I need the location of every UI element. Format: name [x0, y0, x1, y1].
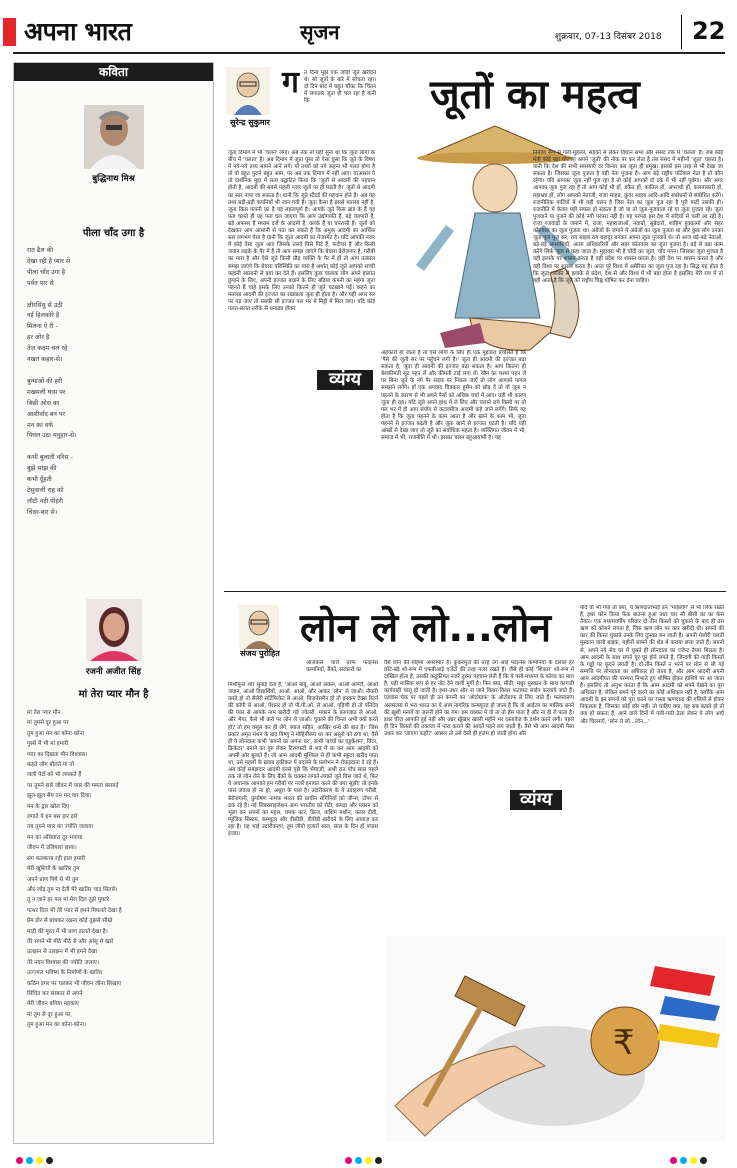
poem2-line: प्रेम डोर से बांधकर रखना कोई तुझसे सीखे: [27, 918, 113, 925]
article1-column1: जूता दिमाग में भी 'चलने' लगा। अब तक तो यही सुना था कि जूता लोगों के बीच में 'चलता' है। अब दिमाग में जूता घुसा तो ऐसा घुसा कि जूते के विषय में नये-नये तथ्य सामने आने लगे। यों तथ्यों को नये कहना भी गलत होगा है तो वो बहुत पुराने बहुत आम, पर अब तक दिमाग में नहीं आए। दरअसल ये तो दार्शनिक मुद्दा में सत्य उद्घाटित किया कि 'जूतों से आदमी की पहचान होती है, आदमी की सबसे पहली नजर जूतों पर ही पड़ती है।' जूतों से आदमी का स्तर नापा जा सकता है। यानी कि जूते स्टैंडर्ड की पहचान होते हैं। अब यह तथ्य बड़ी-बड़ी कंपनियाँ भी जान गयी हैं। जूता कैसा है इससे मतलब नहीं है, जूता किस कंपनी का है यह महत्वपूर्ण है। आपके जूते किस ब्रांड के हैं यह पता चलते ही यह पता चल जाएगा कि आप उद्योगपति हैं, बड़े व्यापारी हैं, बड़े अफसर हैं मध्यम दर्जे के आदमी हैं, क्लर्क हैं या चपरासी हैं। जूतों को देखकर आप आसानी से पता कर सकते हैं कि अमुक आदमी का आर्थिक स्तर लगभग ऐसा है यानी कि जूता आदमी का मेजरमेंट है। यदि आपकी नजर में कोई ऐसा जूता आए जिसके तलवे घिसे पिटे हैं, फटीचर हैं और किसी जवान लड़के के पैर में हैं तो आप समझ जाएंगे कि बेचारा बेरोज़गार है, गरीबी का मारा है और ऐसे जूते किसी प्रौढ़ व्यक्ति के पैर में हों तो आप तत्काल समझ जाएंगे कि बेचारा परिस्थिति का मारा है अर्थात् कोई जूते आपको सच्ची कहानी आसानी से बयां कर देते हैं। इसलिए कुछ चालाक लोग अपने हालात छुपाने के लिए, अपनी इज्जत बचाने के लिए बढ़िया कंपनी का महंगा जूता पहनते हैं चाहे इसके लिए उनको कितने ही जूते चटखाने पड़ें। कहने का मतलब आदमी की इज्जत का रखवाला जूता ही होता है। और यही अगर सर पर पड़ जाए तो सबकी सी इज्जत पल भर में मिट्टी में मिल जाए। यदि कोई गलत-सलत तरीके से धनाढ्य होकर: [228, 150, 375, 313]
article-divider: [224, 591, 726, 592]
poem1-line: नई हिलकोरे है: [27, 312, 60, 320]
poem1-line: तेज़ कदम चल रहे: [27, 345, 68, 353]
color-registration-right: [670, 1149, 710, 1168]
poet2-name: रजनी अजीत सिंह: [86, 667, 141, 677]
poem2-line: संग कलकत्ता रही हाल हमारी: [27, 855, 86, 862]
sidebar-heading: कविता: [14, 63, 213, 81]
poet2-photo: [86, 599, 142, 661]
poem2-line: मेरी खुशियों के खातिर तुम: [27, 866, 80, 873]
author2-name: संजय पुरोहित: [240, 649, 280, 658]
author2-caricature: [239, 605, 279, 649]
poem2-line: मां तुमसे दूर हुआ पर: [27, 720, 69, 727]
article2-column3: यदि वो भी गया तो क्या, ये ऋणदाताभाई उन 'भाईलोग' से भी लिंक रखते हैं, इधर फ़ोन किया फेंक बाउन्स हुआ उधर चार सौ बीसी का का केस तैयार। एक मध्यमवर्गीय परिवार दो तीन किस्तों को चुकाने के बाद ही उस ऋण को कोसने लगता है, जिस ऋण लोन पर कार खरीदी थी। सपनों की कार की किस्त चुकाते उनके लिए दुःस्वप्न बन जाती है। अपनी मेलोरी चलती मुस्कान वाली बाइक, महीनों सामने की शेड में कराया छत्ता जाते हैं। सपनों से, अपने नये सेव घर में घुसते ही लोनदाता का एजेन्ट तैयार मिलता है। आम आदमी के साथ सपने चूर-चूर होने लगते हैं, जिन्दगी की गाड़ी किस्तों के गड्ढों पर कूदने लगती है। दो-तीन किस्तें न भरने पर लोन से ली गई सम्पत्ति पर लोनदाता का अधिकार हो जाता है, और आम आदमी अपनी आम आदमीयत की परम्परा निभाते हुए शोषित होकर हाशिये पर आ जाता है। इसलिए तो अनुभ करता हैं कि आम आदमी को सपने देखने का पूरा अधिकार है, लेकिन सपने पूरे करने का कोई अधिकार नहीं है, क्योंकि आम आदमी के इन सपनों को पूरा करने का रास्ता ऋणदाता की गलियों से होकर निकलता है, जिसका कोई छोर नहीं। तो चाहिए क्या, यह सब बताते हो तो क्या हो सकता है, आने वाले दिनों में गली-गली ठेला लेकर ये लोग आएँ और चिल्लाएँ, 'लोन ले लो...लोन...': [580, 605, 724, 725]
poem1-line: लौटी नदी पीहरी: [27, 497, 63, 505]
section-title: सृजन: [300, 20, 340, 44]
poem2-line: उलझन से उलझन में भी हमने देखा: [27, 949, 97, 956]
article1-column2: अहंकारी हो जाता है तो ऐसे लोगों के लिए ही एक मुहावरा प्रचलित है कि 'पैसे की जूती सर पर पहुँचने लगी है।' जूता ही आदमी की इज्जत बढ़ा सकता है, जूता ही आदमी की इज्जत बढ़ा सकता है। आप कितना ही बेशकीमती सूट पहन लें और कीमती टाई लगा लें। रेबैन का चश्मा पहन लें पर बिना जूते के नंगे पैर सड़क पर निकल जाएँ तो लोग आपको पागल समझने लगेंगे। हाँ एक अपवाद चित्रकार हुसैन को छोड़ दें तो यों जूता न पहनने के कारण से भी अपने पैसों को अधिक चर्चा में आए। वही भी कारण जूता ही रहा। यदि जूते अपने हाथ में ले लिए और चलाने लगे किसी पर तो पल भर में ही आप संयोग से कटलमीज आदमी कहे जाने लगेंगे। सिर्फ यह होता है कि जूता पहनने के काम आता है और खाने के काम भी, जूता पहनने से इज्जत बढ़ती है और जूता खाने से इज्जत घटती है। यदि यही आंखों से देखा जाए तो जूते का सर्वाधिक महत्व है। व्यक्तिगत जीवन में भी, समाज में भी, राजनीति में भी। इसका चलन बहुआयामी है। यह: [381, 350, 526, 442]
dateline: शुक्रवार, 07-13 दिसंबर 2018: [555, 32, 662, 42]
poetry-sidebar: [13, 62, 214, 1144]
article1-column3: निर्माण रूप से गली-मुहल्ले, सड़कों से लेकर विधान सभा और संसद तक में 'चलता' है। जब कोई मंत्री कोई बड़ा घोटाला अपने 'जूतों' की नोक पर कर लेता है तब संसद में महीनों 'जूता' चलता है। यानी कि देश की सभी समस्याएँ दर किनार बस जूता ही प्रमुख। इसको इस तरह से भी देखा जा सकता है। जिसका जूता पुजता है वही नेता पुजता है। आप बड़े राष्ट्रीय पर्टियाल नेता है तो कौन रहेगा। यदि आपका जूता नहीं पुज रहा है तो कोई आपको दो टके में भी नहीं पूछेगा। और अगर आपका जूता पुज रहा है तो आप कोई भी हों, डकैत हों, कातिल हों, अपराधी हों, कलताकारी हों, महाभ्रष्ट हों, लोग आपको नेताजी, राजा साहब, कुंवर साहब आदि-आदि संबोधनों से संबोधित करेंगे। राजनीतिक पार्टियों में भी यही चलन है जिस नेता का जूता पुज रहा है पूरी पार्टी उसकी ही। राजनीति में केवल यही सफल हो सकता है जो या तो जूता-पुजवाता रहे या जूता पुजता रहे। जूता पुजवाने या पुजने की कोई नयी परंपरा नहीं है। यह परंपरा इस देश में सदियों से चली आ रही है। राजा रजवाड़ों के जमाने में, राजा, महाराजाओं, नवाबों, सूबेदारों, शाहिम हुक्कामों और सहर कोतवाल का जूता पुजता था। अंग्रेजों के जमाने में अंग्रेजों का जूता पुजता था और कुछ लोग उनका जूता पूज पूज कर, राय साहब राय बहादुर बनकर अपना जूता पुजवाते थे। तो आज बड़े-बड़े नेताओं, बड़े-बड़े अपराधियों, आला अधिकारियों और सहर कोतवाल का जूता पुजता है। बड़े से बड़ा काम करेंगे सिर्फ़ जूता से कहा जाता है। मुहावरा भी है चाँदी का जूता, चाँद गगन। जिसका जूता पुजता है वही इलाके पर शासन करता है वही प्रदेश पर शासन करता है। वही देश पर शासन करता है और वही विश्व पर शासन करता है। आज पूरे विश्व में अमेरिका का जूता पुज रहा है। सिद्ध यह होता है कि जूता व्यक्ति से इलाके से प्रदेश, देश से और विश्व में भी बड़ा होता है इसलिए मेरी राय में तो यही आता है कि जूते को राष्ट्रीय चिह्न घोषित कर देना चाहिए।: [533, 150, 723, 284]
poem1-line: नखत कहार-से।: [27, 356, 63, 364]
poem1-line: मखमली घास पर: [27, 388, 66, 396]
article2-column2: वैसे लोन की महिमा अपरम्पार है। कुकरमुत्ते की तरह उग आई फाइनेंस कम्पनियों के दलाल हर छोटे-बड़े शो-रूम में एफबीआई एजेंटों की तरह नजर रखते हैं। जैसे ही कोई 'शिकार' शो-रूम में दाखिल होता है, उसकी कद्रुकीमत नजरें तुरन्त पहचान लेती हैं कि ये पसो-मध्यमा के कोल्ड का मारा है, यही मासिक रूप से हर नोट देने वाली मुर्गी है। फिर क्या, मीठी, मधुर मुस्कान के साथ कागजी कार्यवाही चालू हो जाती है। इधर-उधर और ना जाने किधर-किधर फटाफट साईन करवाये जाते हैं। एडवांस चेक पर पहले ही उन कंपनी का 'ओटोग्राफ' के ऑटोग्राफ ले लिए जाते हैं। फलस्वरूप असमंजस से भरा भारत का ये आम नागरिक कन्फ्यूज्ड हो जाता है कि वो आईटम का मालिक बनने की खुशी मनाये या ज़रूरी होने का गम। इस चक्कर में वो ना तो हँस पाता है और ना ही रो पाता है। इधर चीज़ आपकी हुई नहीं और उधर ख़ूँखार खाली महीने भर दस्तावेज़ के दर्शन करने लगी। पहले ही दिन किस्तों की तकाजा में पारा कराने की आदतें पड़ने लग जाती हैं। वैसे भी आम आदमी पैसा उधार कर 'जाएगा कहाँ?' अक्सर तो उसे देसी ही हजम हो जाती होगा और: [384, 660, 574, 737]
rupee-icon: ₹: [613, 1023, 635, 1063]
poem2-line: माटी की मूरत में भी प्राण डालते देखा है।: [27, 928, 108, 935]
poem1-line: रात ढैल की: [27, 247, 54, 254]
poem2-title: मां तेरा प्यार मौन है: [78, 689, 149, 700]
article2-intro: आजकल चारों तरफ फाइनेंस कम्पनियों, बैंकों, सरकारों का: [306, 660, 378, 674]
poem1-line: मन का वर्फ: [27, 421, 54, 429]
poem2-text: [27, 708, 207, 1031]
poem2-line: पत्थर दिल भी तेरे प्यार से हमने पिघलते देखा है: [27, 907, 122, 914]
poem2-line: कठिन डगर पर चलकर भी जीवन जीना सिखाए: [27, 980, 122, 987]
poem2-line: उज्ज्वल भविष्य के निर्माणों के खातिर: [27, 970, 103, 977]
masthead-red-bar: [3, 18, 16, 46]
poem1-line: टेसुवाली राह को: [27, 486, 64, 494]
poem2-line: सिंचित कर संस्कार से अपने: [27, 990, 83, 997]
poem2-line: पर तुमने सारे जीवन में प्यार की ममता बरसाई: [27, 782, 119, 789]
color-registration-left: [16, 1149, 56, 1168]
poem2-line: तुम हुआ मन का कोना-कोना: [27, 730, 85, 737]
poem1-line: आशीर्वाद बन पर: [27, 410, 66, 418]
poet1-name: बुद्धिनाथ मिश्र: [92, 174, 135, 184]
article2-illustration: [385, 936, 725, 1142]
page-number-divider: [681, 15, 682, 49]
poem2-line: लगाते ये हम बस हार हारे: [27, 814, 78, 821]
author1-name: सुरेन्द्र सुकुमार: [230, 118, 270, 127]
poem1-line: बुन्याओं की हरी: [27, 377, 63, 385]
poem2-line: तेरे नयन विश्वास की ज्योति जलाए।: [27, 959, 99, 966]
color-registration-center: [345, 1149, 385, 1168]
poem2-line: तू न जाने हर पल मां मेरा दिल तुझे पुकारे: [27, 897, 109, 904]
poem2-line: मेरी जीवन बगिया महकाए: [27, 1001, 79, 1008]
poem1-line: बुझे सांझ की: [27, 465, 57, 473]
poem2-line: तुम हुआ मन का कोना-कोना।: [27, 1022, 87, 1029]
poem2-line: तब तुमने प्यार का ज्योति जलाया: [27, 824, 93, 831]
page-number: 22: [692, 17, 726, 45]
poem1-line: कभी दूँहती: [27, 476, 52, 484]
poem1-line: [27, 290, 207, 301]
article2-headline: लोन ले लो...लोन: [300, 606, 551, 651]
poem2-line: अपने प्राण पिये थे भी तुम: [27, 876, 79, 883]
poem1-line: हर ओर है: [27, 334, 50, 342]
poem1-line: [27, 442, 207, 453]
dropcap: ग: [282, 65, 299, 100]
poet1-photo: [84, 105, 144, 169]
poem2-line: और जोड़ तुम ना देती मेरे खातिर चाद सितारे।: [27, 886, 118, 893]
poem1-line: पिघल उठा मनुहार-से।: [27, 432, 77, 440]
author1-caricature: [226, 67, 270, 115]
poem2-line: मन का अंधियारा दूर भगाया: [27, 834, 83, 841]
article2-column1: मिशीफुल शोर सुनाई देता है, 'आओ बाबू, आओ अंकल, आओ आण्टी, आओ जवान, आओ विद्यार्थियों, आओ, आओ, और आकर 'लोन' ले जाओ। नौकरी करते हो तो सैलेरी सर्टिफिकेट ले आओ, बिजनेसमैन हो तो इनकम टैक्स रिटर्न की कॉपी ले आओ, पेंशनर हो तो पी.पी.ओ. ले आओ, गृहिणी हो तो पतिदेव की प्यार से आपके नाम खरीदी गई ज्वेलरी, मकान के कागजात ले आओ, और भैया, कैसे भी करो पर लोन ले जाओ। चुकाने की चिन्ता अभी क्यों करते हो? तो हम वसूल कर ही लेंगे, ब्याज सहित, आखिर धन्धे की बात है।' जिस प्रकार अमृत मंथन के बाद विष्णु ने मोहिनीरूप धर कर असुरों को ठगा था, वैसे ही ये लोनदाता कभी 'सपनों का अपना घर', कभी 'बच्चों का एडुकेशन', विंटर, क्रिकेटर' बनाने का गुरु लेकर टिरमफटी से भव में ला कर आम आदमी को अपनी ओर बुलाते हैं। जो आम आदमी मुश्किल से ही कभी स्कूटर खरीद पाता था, उसे महलों के ख़्वाब हकीकत में बदलने के प्रलोभन ने रोकड़दाता दे रहे हैं। अब कोई समझदार आदमी इनसे पूछे कि भैयाजी, अभी रात पाँच साल पहले तक तो लोन लेने के लिए बैंकों के चक्कर लगाते-लगाते जूते घिस जाते थे, फिर ये अचानक आपको हम गरीबों पर नजरें इनायत करने की क्या सूझी! तो इनके पास जवाब हो ना हो, अधूरा के पास है। उदारीकरण के ये उदाहरण गरीबी, बेरोजगारी, कुपोषण नामक भारत की प्राचीन संगिनियों को जीन्स, टॉपर से ढक रहे हैं। नई लिबरलाइजेशन आम भारतीय को रोटी, कपड़ा और मकान को भूला कर सपनों का महल, चमक कार, फ्रिज, वाशिंग मशीन, कलर टीवी, म्यूजिक सिस्टम, कम्प्यूटर और वीसीडी, डीवीडी खरीदने के लिए आवाज़ कर रहा है। यह भाई उदारीकरण, तुम जीयो हजारों साल, साल के दिन हों पचास हजार।: [228, 682, 378, 837]
masthead-rule: [13, 52, 725, 54]
poem1-line: [27, 366, 207, 377]
poem1-line: बिछी ओस का: [27, 399, 60, 407]
poem1-line: कभी बुलाती वरिस -: [27, 454, 73, 462]
poem2-line: जली पेटों को भी लपकते हैं: [27, 772, 82, 779]
poem1-line: क्षीरसिंधु से उठी: [27, 301, 63, 309]
poem1-line: मिलना ऐ री -: [27, 323, 58, 331]
poem2-line: गुस्से में भी मां हमारी: [27, 741, 69, 748]
article1-intro: त दिनों मुझे एक जोड़ी जूते खरीदने थे। सो जूतों के बारे में सोचता रहा। दो दिन बाद में बहुत चौंका कि चिंतन में लगातार जूता ही चल रहा है यानी कि: [304, 70, 376, 105]
poem2-line: जीवन में उजियारा छाया।: [27, 845, 77, 852]
article2-tag: व्यंग्य: [510, 790, 562, 810]
poem1-text: [27, 246, 207, 519]
poem2-line: कहते लोग बौलते मां तो: [27, 762, 75, 769]
poem2-line: मां तेरा प्यार मौन: [27, 710, 61, 716]
poem1-line: चिंदर-बार से।: [27, 508, 58, 516]
poem2-line: तेरे सपने भी मीठे मीठे से और आंसू से खारे: [27, 938, 114, 945]
poem1-line: देखा रही है प्यार से: [27, 257, 71, 265]
article1-tag: व्यंग्य: [317, 370, 373, 390]
poem1-line: पीला चाँद उगा है: [27, 268, 66, 276]
poem1-line: पर्वत पार से: [27, 279, 54, 287]
newspaper-title: अपना भारत: [24, 17, 132, 46]
article1-headline: जूतों का महत्व: [430, 72, 640, 118]
poem2-line: मां तुम से दूर हुआ पर,: [27, 1011, 73, 1018]
poem2-line: मन के द्वार खोल दिए: [27, 803, 70, 810]
poem2-line: झूल-झूल सैय तन मन वार दिया।: [27, 793, 92, 800]
poem2-line: प्यार का दिखता मौन विश्वास।: [27, 751, 88, 758]
poem1-title: पीला चाँद उगा है: [82, 228, 145, 239]
